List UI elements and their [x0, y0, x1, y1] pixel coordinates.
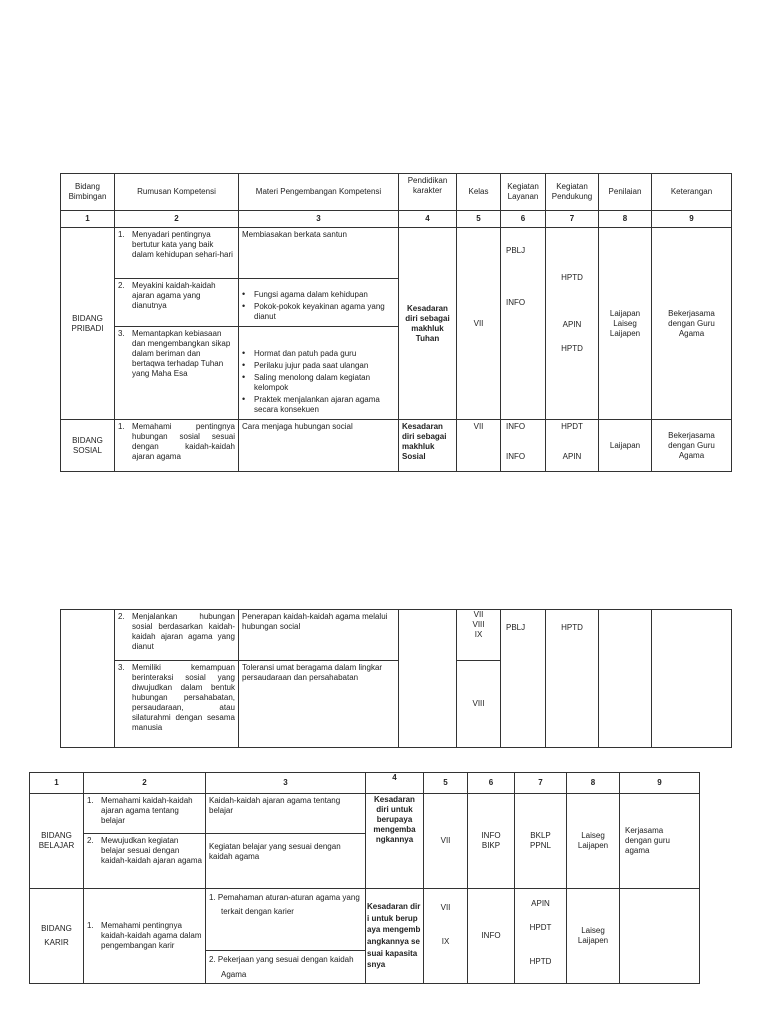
- penilaian-text: Laijapan Laiseg Laijapen: [609, 308, 641, 338]
- bidang-karir-cell: [30, 889, 84, 984]
- bullet-icon: •: [242, 348, 246, 358]
- col-number: 8: [599, 211, 652, 228]
- kompetensi-cell: [115, 327, 239, 420]
- pendukung-cell: [546, 610, 599, 748]
- kompetensi-cell: [84, 889, 206, 984]
- layanan-cell: [501, 610, 546, 748]
- layanan-item: INFO: [506, 452, 526, 461]
- materi-cell: [239, 279, 399, 327]
- karakter-cell: Kesadaran diri untuk berupaya mengemba ngkannya: [366, 794, 424, 889]
- col-number: 4: [366, 773, 424, 794]
- bullet-icon: •: [242, 289, 246, 299]
- col-number: 2: [84, 773, 206, 794]
- keterangan-text: Bekerjasama dengan Guru Agama: [668, 308, 715, 338]
- kelas-cell: VII: [457, 420, 501, 472]
- table-row: [61, 228, 732, 279]
- karakter-cell: Kesadaran diri sebagai makhluk Sosial: [399, 420, 457, 472]
- pendukung-item: HPTD: [561, 273, 583, 282]
- bullet-icon: •: [242, 372, 246, 382]
- layanan-cell: [468, 794, 515, 889]
- layanan-item: PBLJ: [506, 246, 526, 255]
- col-number: 1: [61, 211, 115, 228]
- table-row: [61, 610, 732, 661]
- kelas-item: IX: [441, 937, 450, 946]
- keterangan-cell: [652, 228, 732, 420]
- header-row: [61, 174, 732, 211]
- karakter-text: Kesadaran diri untuk berupaya mengembangkannya sesuai kapasitasnya: [367, 902, 421, 970]
- item-number: 1.: [118, 230, 125, 239]
- penilaian-text: Laiseg Laijapen: [577, 831, 609, 850]
- pendukung-item: HPTD: [561, 344, 583, 353]
- item-number: 3.: [118, 329, 125, 338]
- col-number: 9: [620, 773, 700, 794]
- kompetensi-text: Memahami kaidah-kaidah ajaran agama tentang belajar: [101, 796, 193, 825]
- col-number: 3: [206, 773, 366, 794]
- kompetensi-cell: [115, 661, 239, 748]
- kelas-item: VII: [473, 610, 484, 619]
- col-header: Materi Pengembangan Kompetensi: [239, 174, 399, 211]
- bullet-icon: •: [242, 360, 246, 370]
- kompetensi-cell: [115, 610, 239, 661]
- kompetensi-text: Memiliki kemampuan berinteraksi sosial yang diwujudkan dalam bentuk hubungan persahabatan, persaudaraan, atau silaturahmi dengan sesama manusia: [132, 663, 235, 732]
- pendukung-item: HPDT: [561, 422, 583, 431]
- bidang-sosial-cell: BIDANG SOSIAL: [61, 420, 115, 472]
- item-number: 1.: [118, 422, 125, 431]
- table-row: [30, 889, 700, 951]
- pendukung-item: APIN: [562, 452, 582, 461]
- table-row: [61, 420, 732, 472]
- col-number: 8: [567, 773, 620, 794]
- materi-cell: [206, 889, 366, 951]
- materi-cell: Membiasakan berkata santun: [239, 228, 399, 279]
- table-bidang-pribadi-sosial: [60, 173, 732, 472]
- kelas-cell: VII: [424, 794, 468, 889]
- pendukung-item: HPTD: [529, 957, 552, 966]
- keterangan-cell: [652, 420, 732, 472]
- kompetensi-cell: [115, 279, 239, 327]
- bullet-icon: •: [242, 394, 246, 404]
- col-header: Keterangan: [652, 174, 732, 211]
- col-number: 1: [30, 773, 84, 794]
- materi-cell: [206, 951, 366, 984]
- penilaian-cell: [599, 228, 652, 420]
- materi-text: 2. Pekerjaan yang sesuai dengan kaidah: [209, 955, 354, 964]
- penilaian-cell: Laijapan: [599, 420, 652, 472]
- kompetensi-text: Menyadari pentingnya bertutur kata yang baik dalam kehidupan sehari-hari: [132, 230, 233, 259]
- kompetensi-text: Meyakini kaidah-kaidah ajaran agama yang dianutnya: [132, 281, 216, 310]
- col-header: Kegiatan Pendukung: [546, 174, 599, 211]
- kompetensi-text: Memahami pentingnya hubungan sosial sesuai dengan kaidah-kaidah ajaran agama: [132, 422, 235, 461]
- penilaian-cell: [599, 610, 652, 748]
- penilaian-cell: [567, 794, 620, 889]
- col-number: 7: [515, 773, 567, 794]
- keterangan-text: Kerjasama dengan guru agama: [625, 826, 670, 855]
- col-number: 7: [546, 211, 599, 228]
- materi-cell: Toleransi umat beragama dalam lingkar persaudaraan dan persahabatan: [239, 661, 399, 748]
- table-bidang-sosial-lanjutan: [60, 609, 732, 748]
- keterangan-text: Bekerjasama dengan Guru Agama: [668, 430, 715, 460]
- col-number: 3: [239, 211, 399, 228]
- materi-bullet: Pokok-pokok keyakinan agama yang dianut: [254, 302, 385, 321]
- col-number: 5: [457, 211, 501, 228]
- materi-bullet: Fungsi agama dalam kehidupan: [254, 290, 368, 299]
- materi-cell: [239, 327, 399, 420]
- item-number: 2.: [118, 612, 125, 621]
- kompetensi-cell: [115, 228, 239, 279]
- kelas-cell: VIII: [457, 661, 501, 748]
- kompetensi-text: Memahami pentingnya kaidah-kaidah agama dalam pengembangan karir: [101, 921, 202, 950]
- karakter-cell: [399, 610, 457, 748]
- kompetensi-cell: [84, 794, 206, 834]
- karakter-cell: Kesadaran diri sebagai makhluk Tuhan: [399, 228, 457, 420]
- col-number: 2: [115, 211, 239, 228]
- materi-bullet: Saling menolong dalam kegiatan kelompok: [254, 373, 371, 392]
- kompetensi-text: Mewujudkan kegiatan belajar sesuai dengan kaidah-kaidah ajaran agama: [101, 836, 202, 865]
- pendukung-cell: [515, 889, 567, 984]
- materi-cell: Cara menjaga hubungan social: [239, 420, 399, 472]
- layanan-cell: INFO: [468, 889, 515, 984]
- penilaian-text: Laiseg Laijapen: [577, 926, 609, 945]
- pendukung-item: APIN: [562, 320, 582, 329]
- layanan-item: BIKP: [481, 841, 501, 850]
- kelas-item: VIII: [472, 620, 485, 629]
- col-header: Penilaian: [599, 174, 652, 211]
- layanan-cell: [501, 420, 546, 472]
- materi-bullet: Perilaku jujur pada saat ulangan: [254, 361, 369, 370]
- layanan-item: INFO: [506, 422, 526, 431]
- pendukung-item: HPDT: [529, 923, 552, 932]
- col-header: Kelas: [457, 174, 501, 211]
- bidang-pribadi-cell: BIDANG PRIBADI: [61, 228, 115, 420]
- kelas-item: VII: [440, 903, 451, 912]
- materi-cell: Penerapan kaidah-kaidah agama melalui hubungan social: [239, 610, 399, 661]
- number-row: [61, 211, 732, 228]
- col-header: Kegiatan Layanan: [501, 174, 546, 211]
- item-number: 2.: [118, 281, 125, 290]
- kompetensi-text: Menjalankan hubungan sosial berdasarkan kaidah-kaidah ajaran agama yang dianut: [132, 612, 235, 651]
- layanan-item: INFO: [506, 298, 526, 307]
- col-header: Rumusan Kompetensi: [115, 174, 239, 211]
- pendukung-item: BKLP: [530, 831, 551, 840]
- pendukung-item: HPTD: [561, 623, 583, 632]
- materi-bullet: Hormat dan patuh pada guru: [254, 349, 357, 358]
- col-number: 5: [424, 773, 468, 794]
- bullet-icon: •: [242, 301, 246, 311]
- item-number: 2.: [87, 836, 94, 845]
- keterangan-cell: [652, 610, 732, 748]
- col-number: 6: [501, 211, 546, 228]
- pendukung-item: APIN: [531, 899, 550, 908]
- col-header: Bidang Bimbingan: [61, 174, 115, 211]
- bidang-belajar-cell: BIDANG BELAJAR: [30, 794, 84, 889]
- table-row: [30, 794, 700, 834]
- item-number: 1.: [87, 921, 94, 930]
- kelas-cell: [457, 610, 501, 661]
- bidang-karir-text: BIDANG KARIR: [41, 923, 72, 947]
- kompetensi-cell: [115, 420, 239, 472]
- materi-cell: Kegiatan belajar yang sesuai dengan kaidah agama: [206, 834, 366, 889]
- pendukung-cell: [546, 420, 599, 472]
- pendukung-cell: [515, 794, 567, 889]
- pendukung-cell: [546, 228, 599, 420]
- materi-text: terkait dengan karier: [221, 907, 294, 916]
- keterangan-cell: [620, 794, 700, 889]
- materi-cell: Kaidah-kaidah ajaran agama tentang belajar: [206, 794, 366, 834]
- kompetensi-cell: [84, 834, 206, 889]
- item-number: 3.: [118, 663, 125, 672]
- col-number: 4: [399, 211, 457, 228]
- materi-text: Agama: [221, 970, 247, 979]
- table-bidang-belajar-karir: [29, 772, 700, 984]
- kompetensi-text: Memantapkan kebiasaan dan mengembangkan sikap dalam beriman dan bertaqwa terhadap Tuhan yang Maha Esa: [132, 329, 231, 378]
- penilaian-cell: [567, 889, 620, 984]
- kelas-cell: VII: [457, 228, 501, 420]
- layanan-cell: [501, 228, 546, 420]
- col-header: Pendidikan karakter: [399, 174, 457, 211]
- layanan-item: INFO: [481, 831, 501, 840]
- karakter-cell: [366, 889, 424, 984]
- kelas-item: IX: [474, 630, 483, 639]
- pendukung-item: PPNL: [530, 841, 551, 850]
- item-number: 1.: [87, 796, 94, 805]
- materi-bullet: Praktek menjalankan ajaran agama secara konsekuen: [254, 395, 380, 414]
- kelas-cell: [424, 889, 468, 984]
- layanan-item: PBLJ: [506, 623, 526, 632]
- bidang-cell: [61, 610, 115, 748]
- number-row: [30, 773, 700, 794]
- col-number: 9: [652, 211, 732, 228]
- materi-text: 1. Pemahaman aturan-aturan agama yang: [209, 893, 360, 902]
- col-number: 6: [468, 773, 515, 794]
- keterangan-cell: [620, 889, 700, 984]
